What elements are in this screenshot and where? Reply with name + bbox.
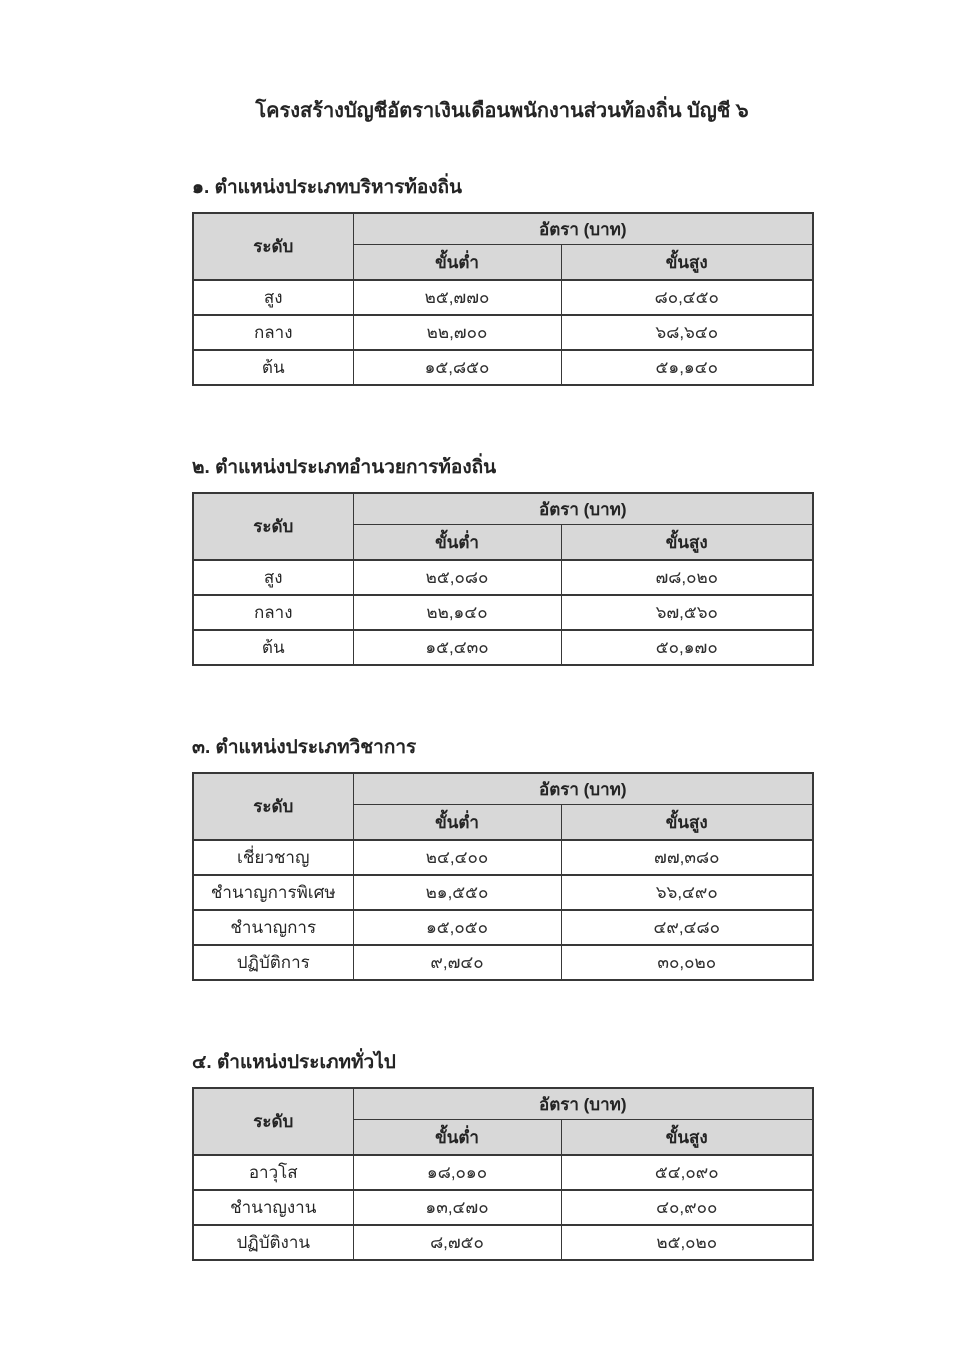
max-cell: ๖๗,๕๖๐ — [561, 595, 813, 630]
max-cell: ๕๐,๑๗๐ — [561, 630, 813, 665]
max-cell: ๘๐,๔๕๐ — [561, 280, 813, 315]
level-cell: ปฏิบัติการ — [193, 945, 353, 980]
max-cell: ๕๑,๑๔๐ — [561, 350, 813, 385]
salary-table — [192, 212, 814, 386]
table-row — [193, 945, 813, 980]
min-cell: ๑๘,๐๑๐ — [353, 1155, 561, 1190]
max-cell: ๔๐,๙๐๐ — [561, 1190, 813, 1225]
max-cell: ๖๘,๖๔๐ — [561, 315, 813, 350]
section-director-local — [192, 452, 812, 666]
level-cell: ชำนาญการพิเศษ — [193, 875, 353, 910]
min-cell: ๙,๗๔๐ — [353, 945, 561, 980]
level-cell: เชี่ยวชาญ — [193, 840, 353, 875]
min-cell: ๒๑,๕๕๐ — [353, 875, 561, 910]
max-cell: ๖๖,๔๙๐ — [561, 875, 813, 910]
salary-table — [192, 492, 814, 666]
level-cell: สูง — [193, 280, 353, 315]
section-executive-local — [192, 172, 812, 386]
section-heading: ๑. ตำแหน่งประเภทบริหารท้องถิ่น — [192, 177, 463, 198]
document-content — [192, 172, 812, 1261]
table-row — [193, 1225, 813, 1260]
salary-table — [192, 772, 814, 981]
table-row — [193, 560, 813, 595]
max-cell: ๗๗,๓๘๐ — [561, 840, 813, 875]
table-row — [193, 315, 813, 350]
column-header-level: ระดับ — [193, 1088, 353, 1155]
min-cell: ๒๒,๗๐๐ — [353, 315, 561, 350]
table-row — [193, 910, 813, 945]
column-header-level: ระดับ — [193, 773, 353, 840]
column-header-max: ขั้นสูง — [561, 805, 813, 841]
column-header-min: ขั้นต่ำ — [353, 245, 561, 281]
section-general — [192, 1047, 812, 1261]
min-cell: ๒๕,๐๘๐ — [353, 560, 561, 595]
salary-table — [192, 1087, 814, 1261]
max-cell: ๒๕,๐๒๐ — [561, 1225, 813, 1260]
min-cell: ๑๓,๔๗๐ — [353, 1190, 561, 1225]
column-header-max: ขั้นสูง — [561, 245, 813, 281]
max-cell: ๗๘,๐๒๐ — [561, 560, 813, 595]
column-header-max: ขั้นสูง — [561, 525, 813, 561]
table-row — [193, 875, 813, 910]
column-header-min: ขั้นต่ำ — [353, 525, 561, 561]
min-cell: ๘,๗๕๐ — [353, 1225, 561, 1260]
column-header-min: ขั้นต่ำ — [353, 805, 561, 841]
table-row — [193, 630, 813, 665]
level-cell: ต้น — [193, 630, 353, 665]
table-row — [193, 840, 813, 875]
max-cell: ๓๐,๐๒๐ — [561, 945, 813, 980]
section-heading: ๓. ตำแหน่งประเภทวิชาการ — [192, 737, 417, 758]
table-row — [193, 280, 813, 315]
column-header-rate: อัตรา (บาท) — [353, 1088, 813, 1120]
level-cell: ชำนาญการ — [193, 910, 353, 945]
min-cell: ๒๔,๔๐๐ — [353, 840, 561, 875]
max-cell: ๕๔,๐๙๐ — [561, 1155, 813, 1190]
column-header-rate: อัตรา (บาท) — [353, 773, 813, 805]
min-cell: ๒๒,๑๔๐ — [353, 595, 561, 630]
table-row — [193, 1190, 813, 1225]
table-row — [193, 1155, 813, 1190]
level-cell: ต้น — [193, 350, 353, 385]
level-cell: สูง — [193, 560, 353, 595]
page-title: โครงสร้างบัญชีอัตราเงินเดือนพนักงานส่วนท้องถิ่น บัญชี ๖ — [255, 100, 749, 122]
column-header-rate: อัตรา (บาท) — [353, 213, 813, 245]
table-row — [193, 350, 813, 385]
min-cell: ๑๕,๐๕๐ — [353, 910, 561, 945]
level-cell: อาวุโส — [193, 1155, 353, 1190]
column-header-max: ขั้นสูง — [561, 1120, 813, 1156]
level-cell: กลาง — [193, 315, 353, 350]
max-cell: ๔๙,๔๘๐ — [561, 910, 813, 945]
column-header-min: ขั้นต่ำ — [353, 1120, 561, 1156]
table-row — [193, 595, 813, 630]
column-header-rate: อัตรา (บาท) — [353, 493, 813, 525]
min-cell: ๑๕,๔๓๐ — [353, 630, 561, 665]
section-heading: ๔. ตำแหน่งประเภททั่วไป — [192, 1052, 396, 1073]
section-heading: ๒. ตำแหน่งประเภทอำนวยการท้องถิ่น — [192, 457, 497, 478]
column-header-level: ระดับ — [193, 213, 353, 280]
min-cell: ๑๕,๘๕๐ — [353, 350, 561, 385]
level-cell: กลาง — [193, 595, 353, 630]
column-header-level: ระดับ — [193, 493, 353, 560]
level-cell: ชำนาญงาน — [193, 1190, 353, 1225]
min-cell: ๒๕,๗๗๐ — [353, 280, 561, 315]
level-cell: ปฏิบัติงาน — [193, 1225, 353, 1260]
section-academic — [192, 732, 812, 981]
